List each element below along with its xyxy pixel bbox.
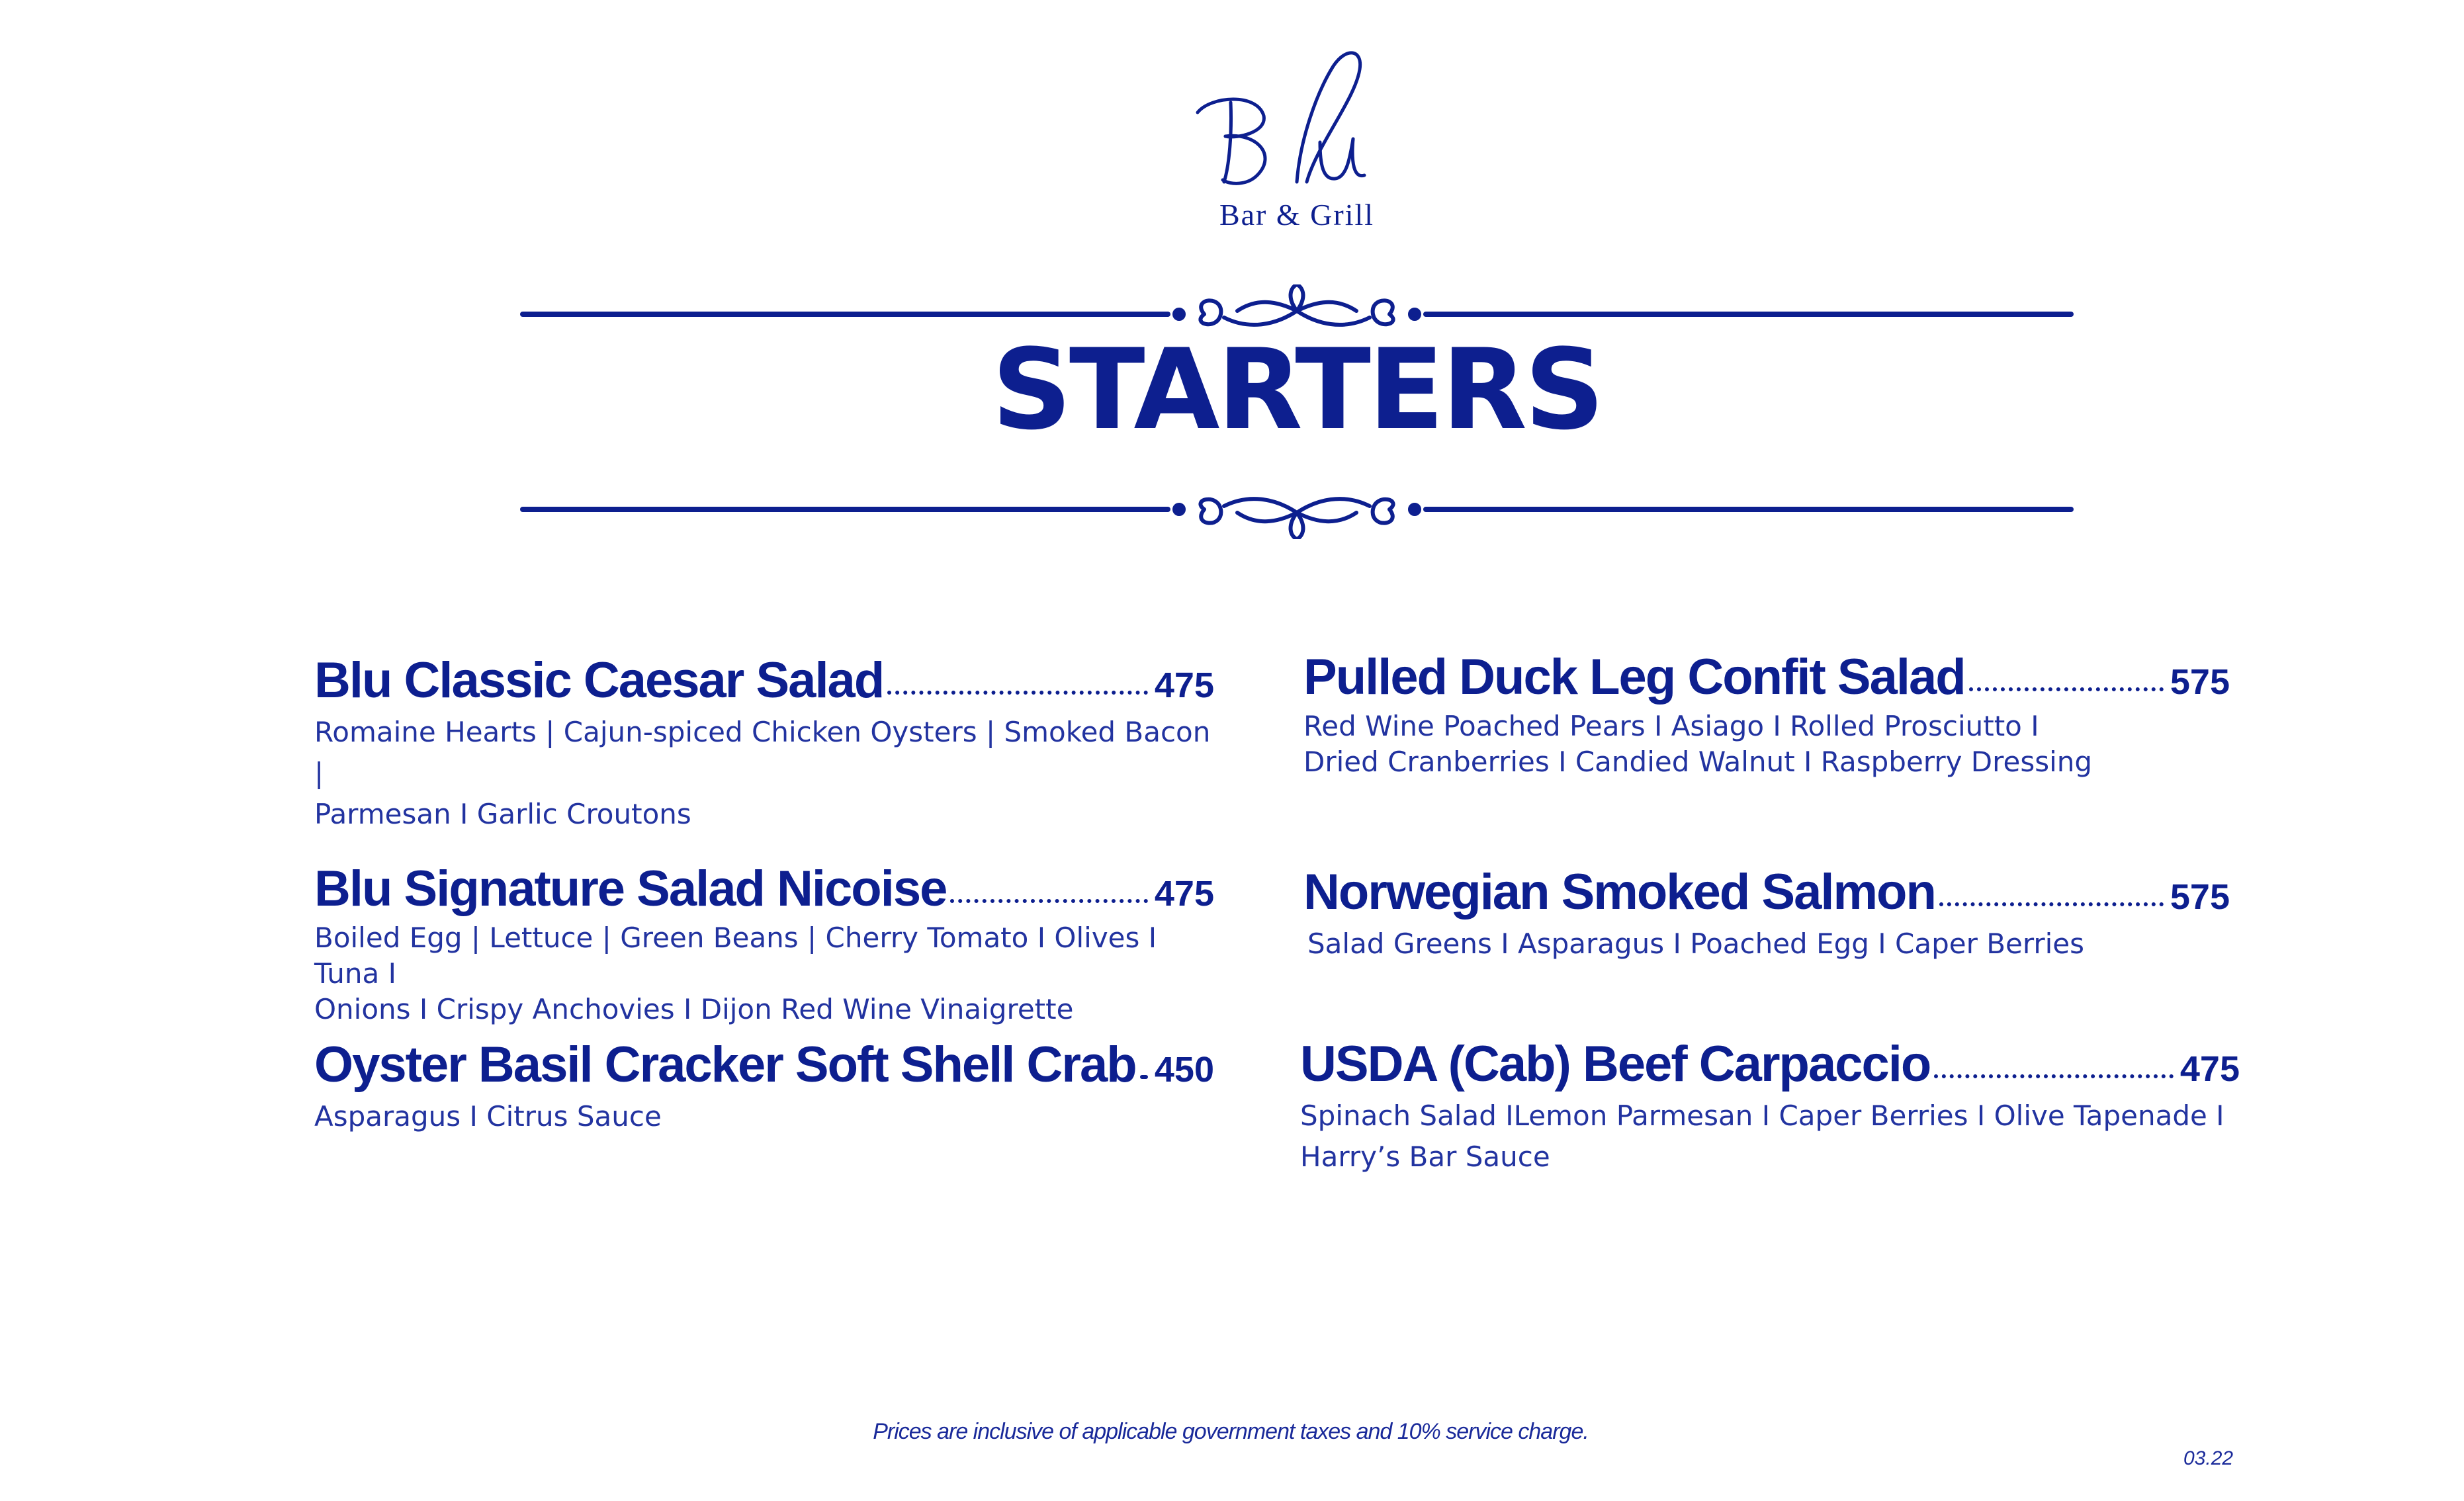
item-description xyxy=(314,1096,1214,1137)
leader-dots xyxy=(1939,902,2164,906)
item-price: 475 xyxy=(2179,1049,2240,1089)
item-description xyxy=(314,920,1214,1027)
leader-dots xyxy=(887,691,1148,695)
item-name: USDA (Cab) Beef Carpaccio xyxy=(1300,1036,1931,1092)
description-line: Onions I Crispy Anchovies I Dijon Red Wine Vinaigrette xyxy=(314,993,1074,1025)
item-description xyxy=(1303,923,2230,965)
description-line: Red Wine Poached Pears I Asiago I Rolled Prosciutto I xyxy=(1303,710,2039,742)
leader-dots xyxy=(1140,1075,1148,1079)
item-description xyxy=(1300,1095,2240,1178)
description-line: Asparagus I Citrus Sauce xyxy=(314,1100,662,1133)
description-line: Romaine Hearts | Cajun-spiced Chicken Oysters | Smoked Bacon | xyxy=(314,716,1211,789)
menu-item xyxy=(314,652,1214,835)
leader-dots xyxy=(1934,1074,2174,1078)
description-line: Spinach Salad ILemon Parmesan I Caper Berries I Olive Tapenade I xyxy=(1300,1099,2224,1132)
item-price: 475 xyxy=(1154,874,1214,914)
menu-item xyxy=(314,1036,1214,1137)
ornament-divider-bottom xyxy=(516,486,2078,539)
item-name: Pulled Duck Leg Confit Salad xyxy=(1303,649,1965,705)
price-disclaimer: Prices are inclusive of applicable government taxes and 10% service charge. xyxy=(873,1419,1589,1444)
menu-item xyxy=(1303,863,2230,965)
item-description xyxy=(314,712,1214,835)
menu-item xyxy=(1300,1035,2240,1178)
description-line: Boiled Egg | Lettuce | Green Beans | Cherry Tomato I Olives I Tuna I xyxy=(314,922,1157,990)
item-name: Blu Signature Salad Nicoise xyxy=(314,861,947,917)
menu-item xyxy=(1303,648,2230,780)
leader-dots xyxy=(950,899,1148,903)
menu-item xyxy=(314,860,1214,1027)
description-line: Salad Greens I Asparagus I Poached Egg I Caper Berries xyxy=(1307,927,2085,960)
item-name: Oyster Basil Cracker Soft Shell Crab xyxy=(314,1037,1136,1093)
description-line: Harry’s Bar Sauce xyxy=(1300,1140,1550,1173)
item-name: Blu Classic Caesar Salad xyxy=(314,652,884,708)
item-name: Norwegian Smoked Salmon xyxy=(1303,864,1935,920)
item-price: 575 xyxy=(2170,877,2230,917)
description-line: Dried Cranberries I Candied Walnut I Raspberry Dressing xyxy=(1303,746,2093,778)
description-line: Parmesan I Garlic Croutons xyxy=(314,798,691,830)
leader-dots xyxy=(1969,687,2164,691)
page-title: STARTERS xyxy=(991,325,1603,454)
menu-version: 03.22 xyxy=(2183,1447,2234,1469)
item-price: 450 xyxy=(1154,1050,1214,1090)
brand-subtitle: Bar & Grill xyxy=(1219,198,1375,232)
item-price: 575 xyxy=(2170,662,2230,702)
item-price: 475 xyxy=(1154,665,1214,705)
item-description xyxy=(1303,708,2230,780)
